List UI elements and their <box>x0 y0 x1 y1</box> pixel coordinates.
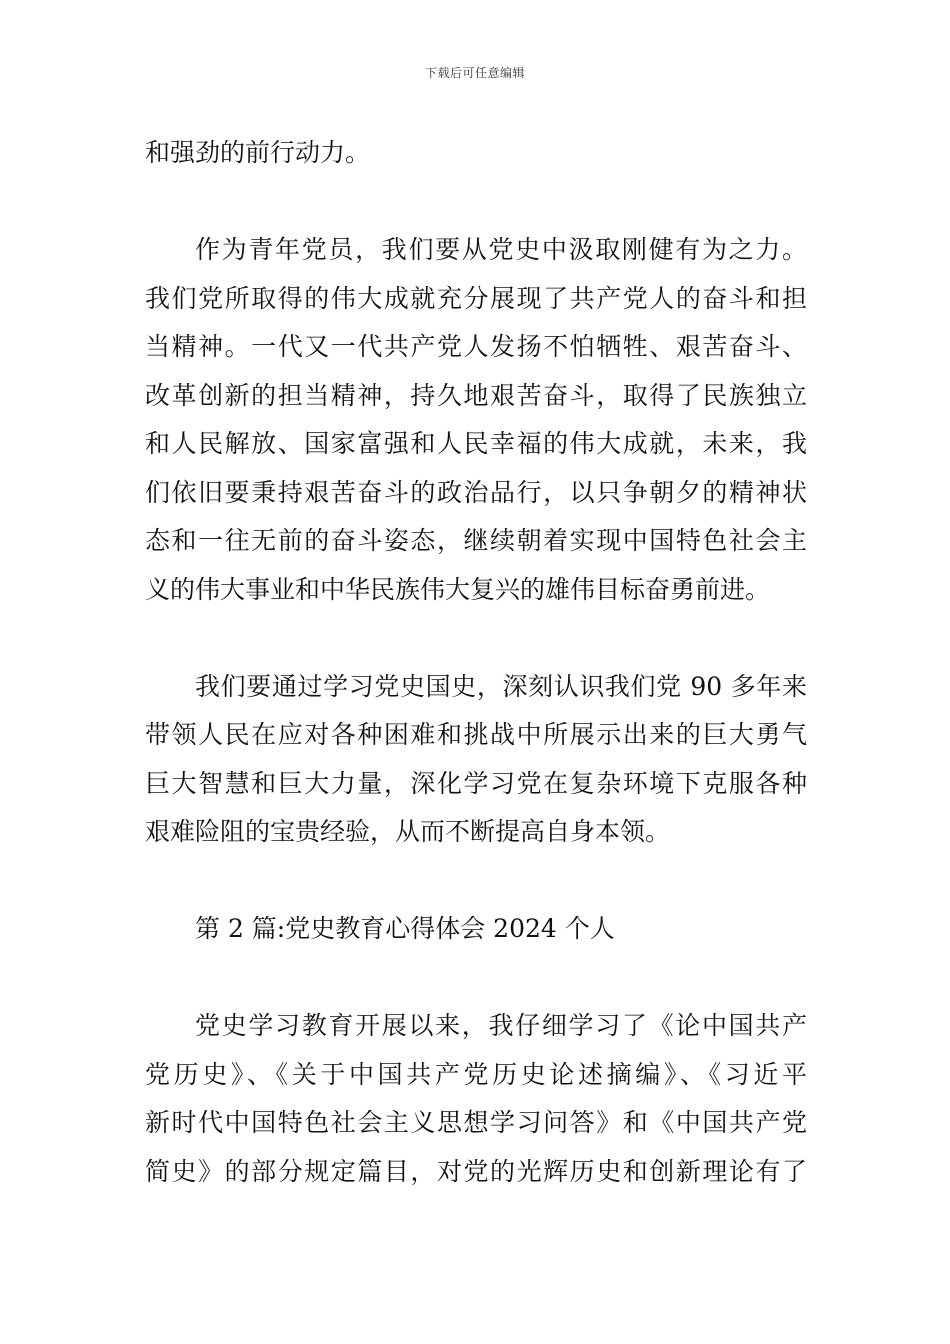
text-line: 我们党所取得的伟大成就充分展现了共产党人的奋斗和担 <box>145 283 807 313</box>
text-line: 和人民解放、国家富强和人民幸福的伟大成就，未来，我 <box>145 429 807 458</box>
text-line: 当精神。一代又一代共产党人发扬不怕牺牲、艰苦奋斗、 <box>145 332 807 361</box>
document-body <box>145 129 807 1196</box>
text-line: 简史》的部分规定篇目，对党的光辉历史和创新理论有了 <box>145 1156 807 1186</box>
page-header: 下载后可任意编辑 <box>424 66 525 80</box>
section-heading: 第 2 篇:党史教育心得体会 2024 个人 <box>195 914 615 943</box>
text-line: 改革创新的担当精神，持久地艰苦奋斗，取得了民族独立 <box>145 380 807 410</box>
paragraph-gap <box>145 614 807 663</box>
text-line: 态和一往无前的奋斗姿态，继续朝着实现中国特色社会主 <box>145 526 807 555</box>
text-line: 带领人民在应对各种困难和挑战中所展示出来的巨大勇气 <box>145 720 807 749</box>
text-line: 作为青年党员，我们要从党史中汲取刚健有为之力。 <box>195 235 807 264</box>
text-line: 我们要通过学习党史国史，深刻认识我们党 90 多年来 <box>195 671 807 701</box>
paragraph-continuation <box>145 129 807 178</box>
paragraph-study-history <box>145 663 807 857</box>
paragraph-gap <box>145 954 807 1003</box>
text-line: 和强劲的前行动力。 <box>145 138 371 167</box>
paragraph-youth-members <box>145 226 807 614</box>
text-line: 们依旧要秉持艰苦奋斗的政治品行，以只争朝夕的精神状 <box>145 477 807 507</box>
paragraph-gap <box>145 857 807 906</box>
text-line: 巨大智慧和巨大力量，深化学习党在复杂环境下克服各种 <box>145 768 807 798</box>
paragraph-gap <box>145 178 807 227</box>
paragraph-learning-progress <box>145 1002 807 1196</box>
text-line: 艰难险阻的宝贵经验，从而不断提高自身本领。 <box>145 817 671 846</box>
text-line: 党史学习教育开展以来，我仔细学习了《论中国共产 <box>195 1011 807 1040</box>
text-line: 党历史》、《关于中国共产党历史论述摘编》、《习近平 <box>145 1059 807 1089</box>
text-line: 义的伟大事业和中华民族伟大复兴的雄伟目标奋勇前进。 <box>145 574 771 604</box>
text-line: 新时代中国特色社会主义思想学习问答》和《中国共产党 <box>145 1108 807 1137</box>
